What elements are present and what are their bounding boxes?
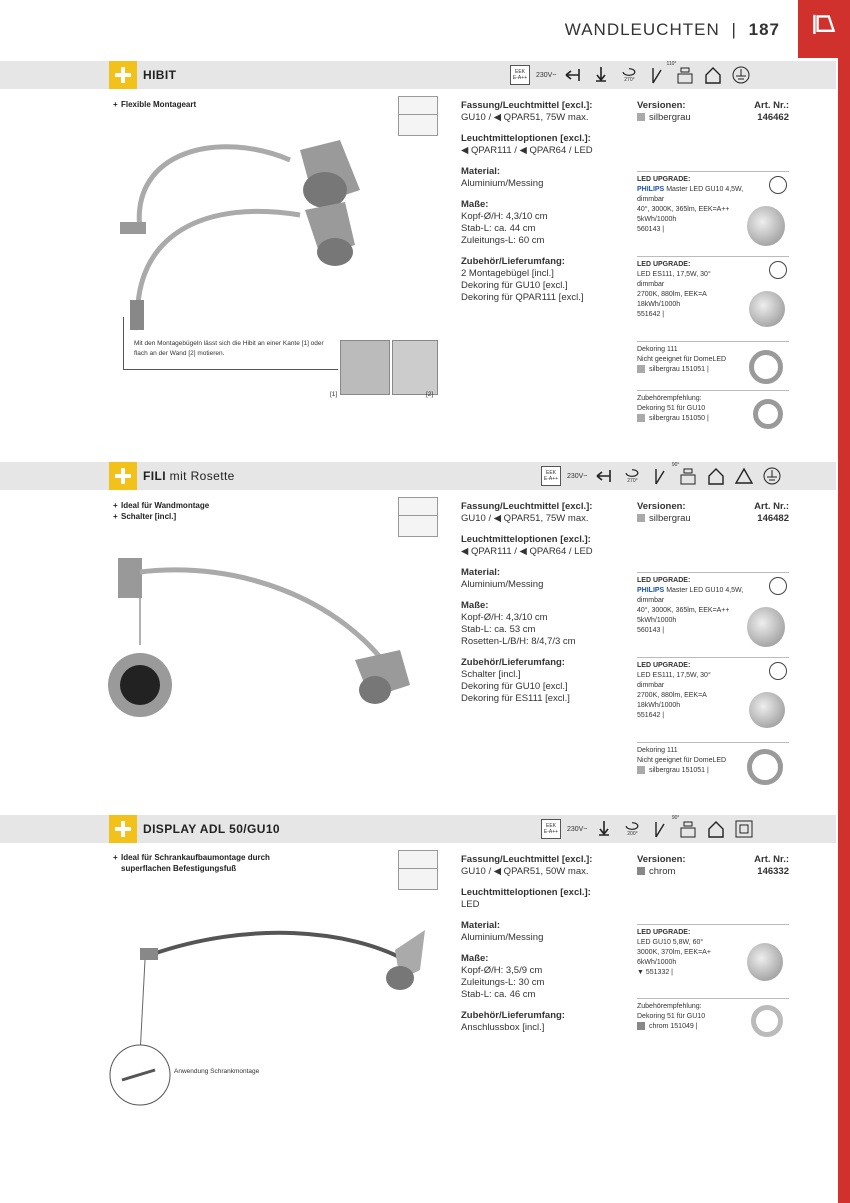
- display-adl-product-image: [100, 920, 440, 1110]
- rotation-icon: [618, 64, 640, 86]
- ceiling-arrow-icon: [590, 64, 612, 86]
- accessory-card: Dekoring 111 Nicht geeignet für DomeLED silbergrau 151051 |: [637, 341, 789, 389]
- spec-block: Fassung/Leuchtmittel [excl.]: GU10 / ◀ QPAR51, 50W max. Leuchtmitteloptionen [excl.]: LED Material: Aluminium/Messing Maße: Kopf-Ø/H: 3,5/9 cm Zuleitungs-L: 30 cm Stab-L: ca. 46 cm Zubehör/Lieferumfang: Anschlussbox [incl.]: [461, 854, 593, 1033]
- mounting-note: Mit den Montagebügeln lässt sich die Hibit an einer Kante [1] oder flach an der Wand [2] motieren.: [134, 340, 324, 357]
- mount-detail-image-2: [392, 340, 438, 395]
- dekoring-image: [753, 399, 783, 429]
- led-bulb-image: [747, 206, 785, 246]
- rotation-icon: [621, 465, 643, 487]
- product-subtitle: mit Rosette: [169, 469, 235, 483]
- ground-icon: [761, 465, 783, 487]
- tilt-icon: [649, 462, 680, 487]
- product-icons: [541, 815, 755, 840]
- lamp-type-badge: [398, 868, 438, 890]
- feature-item: + Ideal für Wandmontage: [113, 501, 210, 510]
- tilt-value: 90°: [671, 815, 680, 821]
- chapter-tab: [798, 0, 850, 58]
- application-note: Anwendung Schrankmontage: [174, 1068, 260, 1075]
- callout-line: [123, 369, 338, 370]
- dekoring-image: [747, 749, 783, 785]
- distance-icon: [674, 64, 696, 86]
- rotation-value: 200°: [627, 831, 638, 837]
- feature-item: + Ideal für Schrankaufbaumontage durch: [113, 853, 270, 862]
- energy-label-icon: EEK E-A++: [510, 65, 530, 85]
- tilt-icon: [649, 815, 680, 840]
- house-icon: [702, 64, 724, 86]
- wall-arrow-icon: [562, 64, 584, 86]
- feature-item: + Flexible Montageart: [113, 100, 197, 109]
- product-name: DISPLAY ADL 50/GU10: [143, 822, 280, 836]
- dimmable-icon: [769, 261, 787, 279]
- versions-block: Versionen: Art. Nr.: silbergrau 146462: [637, 100, 789, 123]
- wall-lamp-icon: [808, 10, 840, 42]
- product-icons: [510, 61, 752, 86]
- plus-icon: [109, 61, 137, 89]
- feature-list: [113, 99, 196, 110]
- ceiling-arrow-icon: [593, 818, 615, 840]
- safety-class-icon: [733, 818, 755, 840]
- accessory-card: Zubehörempfehlung: Dekoring 51 für GU10 silbergrau 151050 |: [637, 390, 789, 438]
- lamp-type-badge: [398, 114, 438, 136]
- energy-label-icon: EEK E-A++: [541, 819, 561, 839]
- spec-block: Fassung/Leuchtmittel [excl.]: GU10 / ◀ QPAR51, 75W max. Leuchtmitteloptionen [excl.]: ◀ QPAR111 / ◀ QPAR64 / LED Material: Aluminium/Messing Maße: Kopf-Ø/H: 4,3/10 cm Stab-L: ca. 53 cm Rosetten-L/B/H: 8/4,7/3 cm Zubehör/Lieferumfang: Schalter [incl.] Dekoring für GU10 [excl.] Dekoring für ES111 [excl.]: [461, 501, 593, 704]
- dekoring-image: [751, 1005, 783, 1037]
- feature-list: [113, 852, 270, 874]
- led-bulb-image: [747, 607, 785, 647]
- house-icon: [705, 818, 727, 840]
- led-upgrade-card: LED UPGRADE: LED GU10 5,8W, 60° 3000K, 370lm, EEK=A+ 6kWh/1000h ▼ 551332 |: [637, 924, 789, 996]
- chapter-side-bar: [838, 58, 850, 1203]
- plus-icon: [109, 815, 137, 843]
- spec-block: Fassung/Leuchtmittel [excl.]: GU10 / ◀ QPAR51, 75W max. Leuchtmitteloptionen [excl.]: ◀ QPAR111 / ◀ QPAR64 / LED Material: Aluminium/Messing Maße: Kopf-Ø/H: 4,3/10 cm Stab-L: ca. 44 cm Zuleitungs-L: 60 cm Zubehör/Lieferumfang: 2 Montagebügel [incl.] Dekoring für GU10 [excl.] Dekoring für QPAR111 [excl.]: [461, 100, 593, 303]
- product-title: [143, 68, 176, 82]
- house-icon: [705, 465, 727, 487]
- fili-product-image: [100, 550, 420, 720]
- led-bulb-image: [747, 943, 783, 981]
- header-separator: |: [731, 20, 737, 39]
- dimmable-icon: [769, 577, 787, 595]
- warning-icon: [733, 465, 755, 487]
- distance-icon: [677, 465, 699, 487]
- plus-icon: [109, 462, 137, 490]
- feature-item: + Schalter [incl.]: [113, 512, 177, 521]
- led-upgrade-card: LED UPGRADE: PHILIPS Master LED GU10 4,5W, dimmbar 40°, 3000K, 365lm, EEK=A++ 5kWh/1000h 560143 |: [637, 171, 789, 256]
- versions-block: Versionen: Art. Nr.: chrom 146332: [637, 854, 789, 877]
- versions-block: Versionen: Art. Nr.: silbergrau 146482: [637, 501, 789, 524]
- tilt-value: 110°: [666, 61, 677, 67]
- led-upgrade-card: LED UPGRADE: PHILIPS Master LED GU10 4,5W, dimmbar 40°, 3000K, 365lm, EEK=A++ 5kWh/1000h 560143 |: [637, 572, 789, 657]
- callout-line: [123, 317, 124, 369]
- page-number: 187: [748, 20, 780, 39]
- voltage-label: 230V~: [536, 71, 557, 79]
- hibit-product-image: [100, 110, 400, 340]
- feature-item: superflachen Befestigungsfuß: [121, 864, 237, 873]
- product-name: HIBIT: [143, 68, 177, 82]
- dimmable-icon: [769, 176, 787, 194]
- detail-label-2: [2]: [426, 391, 434, 398]
- led-upgrade-card: LED UPGRADE: LED ES111, 17,5W, 30° dimmbar 2700K, 880lm, EEK=A 18kWh/1000h 551642 |: [637, 657, 789, 742]
- rotation-value: 270°: [627, 478, 638, 484]
- voltage-label: 230V~: [567, 472, 588, 480]
- led-bulb-image: [749, 291, 785, 327]
- mount-detail-image-1: [340, 340, 390, 395]
- dekoring-image: [749, 350, 783, 384]
- lamp-type-badge: [398, 515, 438, 537]
- tilt-icon: [646, 61, 677, 86]
- accessory-card: Zubehörempfehlung: Dekoring 51 für GU10 chrom 151049 |: [637, 998, 789, 1046]
- feature-list: [113, 500, 209, 522]
- wall-arrow-icon: [593, 465, 615, 487]
- product-icons: [541, 462, 783, 487]
- energy-label-icon: EEK E-A++: [541, 466, 561, 486]
- rotation-value: 270°: [624, 77, 635, 83]
- product-title: [143, 469, 235, 483]
- product-title: [143, 822, 280, 836]
- tilt-value: 90°: [671, 462, 680, 468]
- page-header: [565, 20, 780, 40]
- distance-icon: [677, 818, 699, 840]
- product-name: FILI: [143, 469, 166, 483]
- ground-icon: [730, 64, 752, 86]
- rotation-icon: [621, 818, 643, 840]
- dimmable-icon: [769, 662, 787, 680]
- voltage-label: 230V~: [567, 825, 588, 833]
- led-bulb-image: [749, 692, 785, 728]
- accessory-card: Dekoring 111 Nicht geeignet für DomeLED silbergrau 151051 |: [637, 742, 789, 790]
- led-upgrade-card: LED UPGRADE: LED ES111, 17,5W, 30° dimmbar 2700K, 880lm, EEK=A 18kWh/1000h 551642 |: [637, 256, 789, 341]
- chapter-title: WANDLEUCHTEN: [564, 20, 720, 39]
- detail-label-1: [1]: [330, 391, 338, 398]
